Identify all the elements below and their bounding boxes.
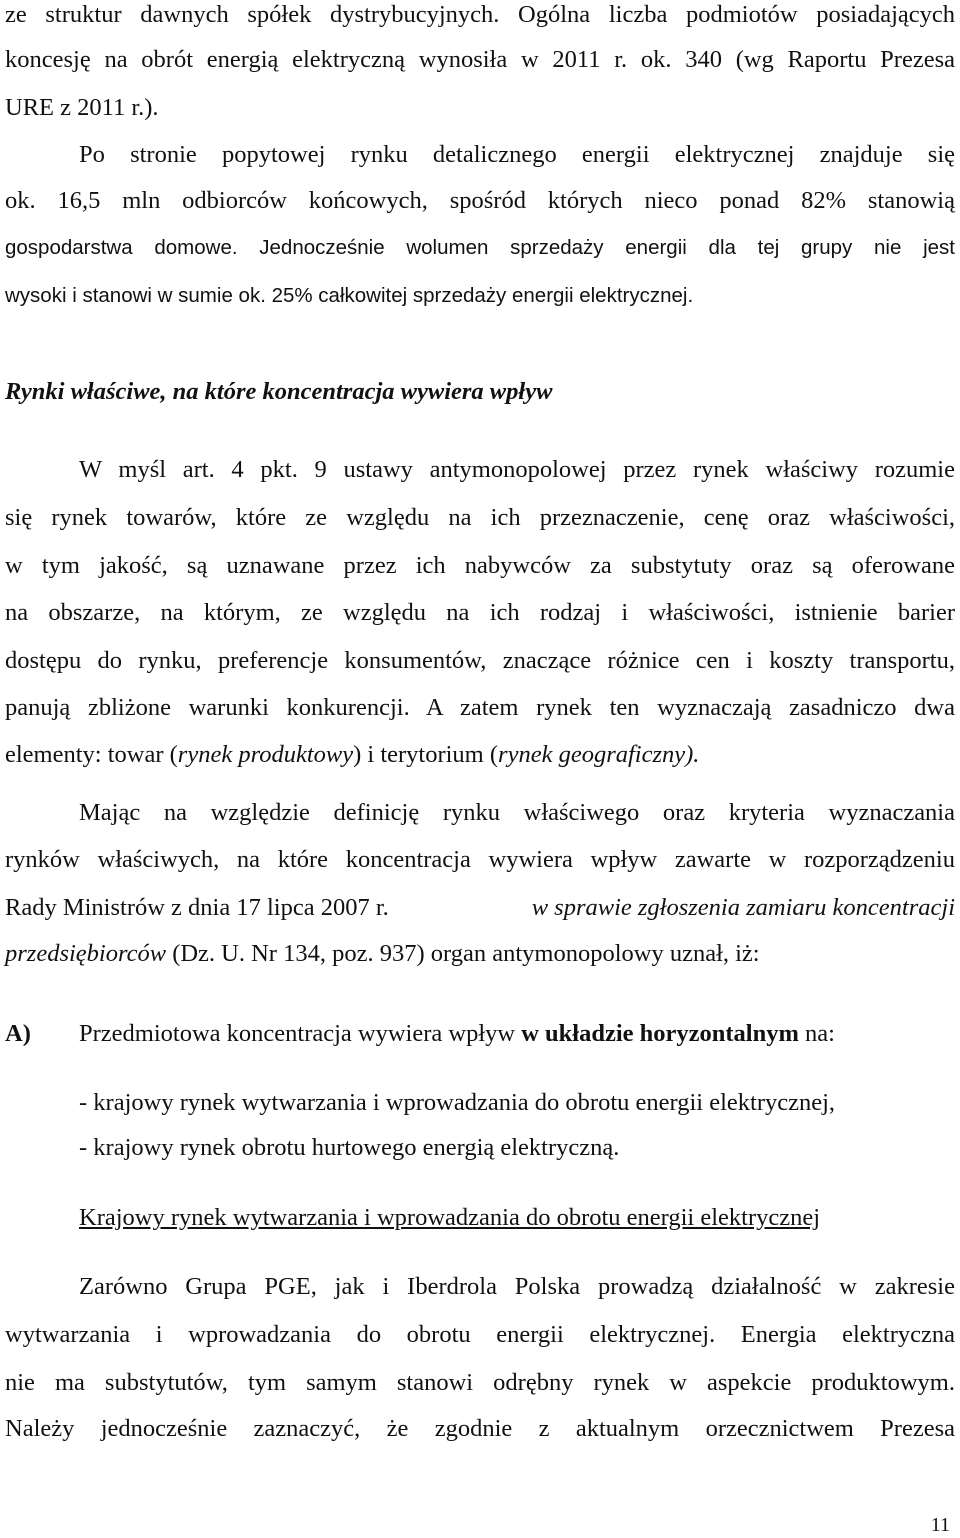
section-heading: Rynki właściwe, na które koncentracja wywiera wpływ xyxy=(5,378,553,405)
text-line: w tym jakość, są uznawane przez ich nabywców za substytuty oraz są oferowane xyxy=(5,552,955,579)
italic-term: rynek geograficzny). xyxy=(498,741,700,768)
italic-title: przedsiębiorców xyxy=(5,940,167,967)
text-line: wysoki i stanowi w sumie ok. 25% całkowitej sprzedaży energii elektrycznej. xyxy=(5,284,694,307)
text-run: ) i terytorium ( xyxy=(353,741,499,768)
text-line: W myśl art. 4 pkt. 9 ustawy antymonopolowej przez rynek właściwy rozumie xyxy=(79,456,955,483)
text-line: panują zbliżone warunki konkurencji. A zatem rynek ten wyznaczają zasadniczo dwa xyxy=(5,694,955,721)
text-line: gospodarstwa domowe. Jednocześnie wolumen sprzedaży energii dla tej grupy nie jest xyxy=(5,236,955,259)
text-run: Przedmiotowa koncentracja wywiera wpływ xyxy=(79,1020,522,1047)
text-line: się rynek towarów, które ze względu na ich przeznaczenie, cenę oraz właściwości, xyxy=(5,504,955,531)
bold-term: w układzie horyzontalnym xyxy=(521,1020,799,1047)
text-line: ze struktur dawnych spółek dystrybucyjnych. Ogólna liczba podmiotów posiadających xyxy=(5,1,955,28)
text-line: nie ma substytutów, tym samym stanowi odrębny rynek w aspekcie produktowym. xyxy=(5,1369,955,1396)
text-line: Po stronie popytowej rynku detalicznego energii elektrycznej znajduje się xyxy=(79,141,955,168)
text-line: rynków właściwych, na które koncentracja wywiera wpływ zawarte w rozporządzeniu xyxy=(5,846,955,873)
text-line: koncesję na obrót energią elektryczną wynosiła w 2011 r. ok. 340 (wg Raportu Prezesa xyxy=(5,46,955,73)
text-line xyxy=(5,893,955,923)
italic-title: w sprawie zgłoszenia zamiaru koncentracji xyxy=(531,894,955,921)
text-run: (Dz. U. Nr 134, poz. 937) organ antymonopolowy uznał, iż: xyxy=(166,940,760,967)
text-line: na obszarze, na którym, ze względu na ich rodzaj i właściwości, istnienie barier xyxy=(5,599,955,626)
text-run: na: xyxy=(798,1020,835,1047)
list-marker: A) xyxy=(5,1020,31,1047)
italic-term: rynek produktowy xyxy=(177,741,354,768)
text-run: elementy: towar ( xyxy=(5,741,178,768)
text-line: Należy jednocześnie zaznaczyć, że zgodnie z aktualnym orzecznictwem Prezesa xyxy=(5,1415,955,1442)
text-run: Rady Ministrów z dnia 17 lipca 2007 r. xyxy=(5,894,389,921)
text-line: Mając na względzie definicję rynku właściwego oraz kryteria wyznaczania xyxy=(79,799,955,826)
text-line: wytwarzania i wprowadzania do obrotu energii elektrycznej. Energia elektryczna xyxy=(5,1321,955,1348)
list-item: - krajowy rynek obrotu hurtowego energią elektryczną. xyxy=(79,1134,620,1161)
text-line xyxy=(5,939,955,969)
page-number: 11 xyxy=(930,1514,950,1536)
text-line xyxy=(5,740,955,770)
text-line xyxy=(79,1019,955,1049)
text-line: Zarówno Grupa PGE, jak i Iberdrola Polska prowadzą działalność w zakresie xyxy=(79,1273,955,1300)
subheading-text: Krajowy rynek wytwarzania i wprowadzania do obrotu energii elektrycznej xyxy=(79,1204,821,1231)
section-subheading xyxy=(79,1203,955,1233)
list-item: - krajowy rynek wytwarzania i wprowadzania do obrotu energii elektrycznej, xyxy=(79,1089,836,1116)
text-line: URE z 2011 r.). xyxy=(5,94,159,121)
text-line: ok. 16,5 mln odbiorców końcowych, spośród których nieco ponad 82% stanowią xyxy=(5,187,955,214)
text-line: dostępu do rynku, preferencje konsumentów, znaczące różnice cen i koszty transportu, xyxy=(5,647,955,674)
